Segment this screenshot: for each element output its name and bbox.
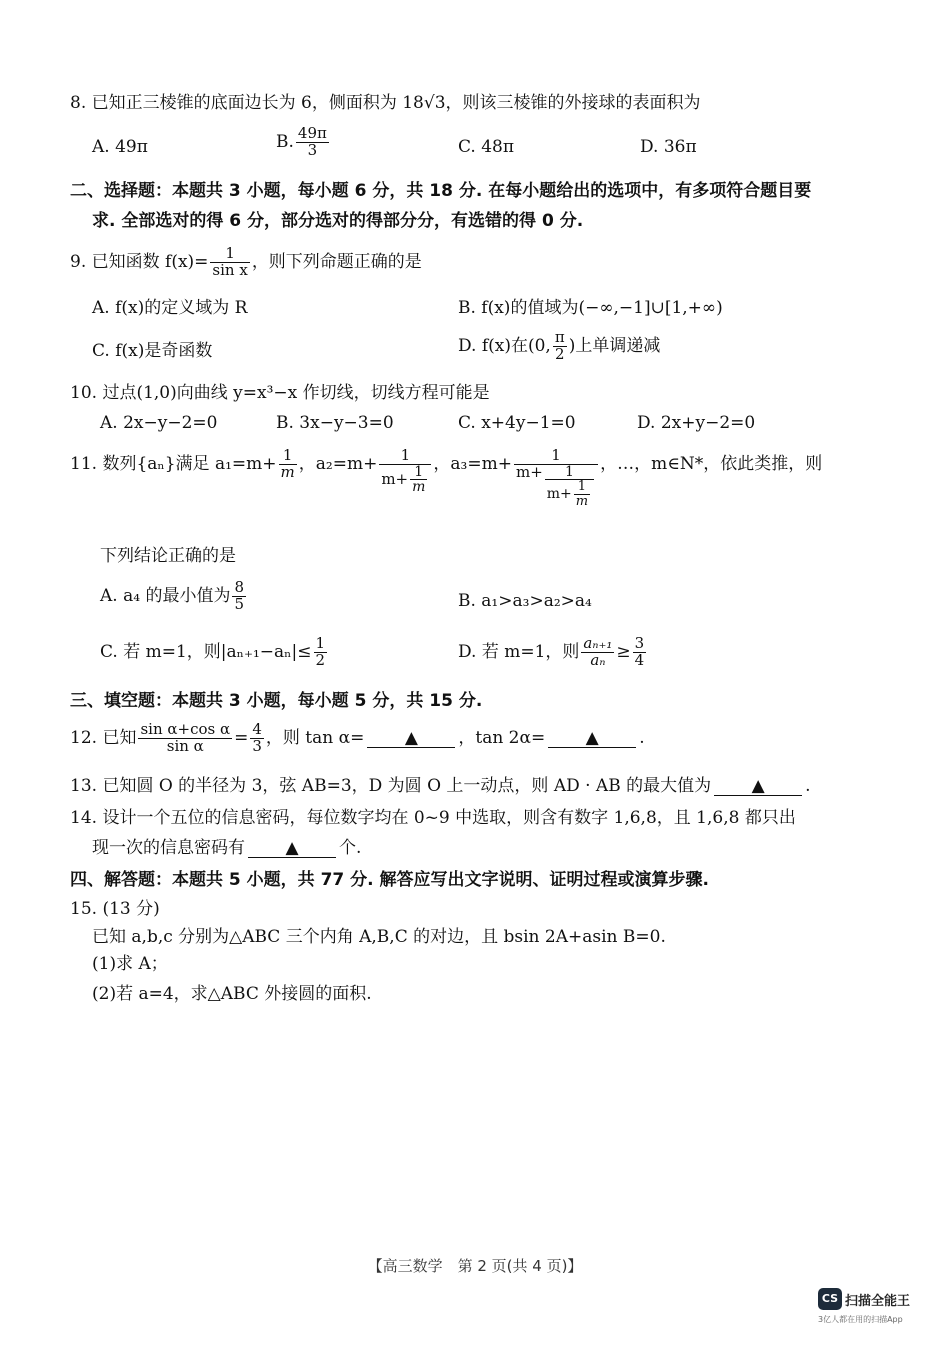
q11-a3-inner xyxy=(545,465,594,509)
scanner-name: 扫描全能王 xyxy=(845,1293,911,1309)
q9-d-pre: D. f(x)在(0, xyxy=(458,335,551,356)
q8-b-num: 49π xyxy=(297,124,327,142)
scanner-watermark xyxy=(818,1288,938,1324)
q8-option-d: D. 36π xyxy=(640,137,697,157)
q8-option-b-fraction xyxy=(296,126,329,159)
q9-stem xyxy=(70,246,422,279)
section4-line: 四、解答题：本题共 5 小题，共 77 分. 解答应写出文字说明、证明过程或演算步骤. xyxy=(70,870,709,890)
q13-blank[interactable]: ▲ xyxy=(714,777,802,796)
q12-blank-1[interactable]: ▲ xyxy=(367,729,455,748)
q11-a-num: 8 xyxy=(234,578,244,596)
q12-den: sin α xyxy=(166,736,204,755)
q11-a3-mplus: m+ xyxy=(515,462,543,481)
q8-option-c: C. 48π xyxy=(458,137,515,157)
q11-d-rnum: 3 xyxy=(634,634,645,652)
q11-a2-num: 1 xyxy=(379,448,431,465)
q14-line2 xyxy=(92,837,361,859)
q12-rden: 3 xyxy=(252,736,262,755)
q9-fraction xyxy=(210,246,249,279)
q11-tail: ，…，m∈N*，依此类推，则 xyxy=(600,453,823,474)
q14-blank[interactable]: ▲ xyxy=(248,839,336,858)
q12-rfraction xyxy=(250,722,264,755)
q11-a3-inner-mplus: m+ xyxy=(546,486,572,503)
q11-a-den: 5 xyxy=(234,594,244,613)
q12-rnum: 4 xyxy=(252,720,262,738)
q11-c-pre: C. 若 m=1，则|aₙ₊₁−aₙ|≤ xyxy=(100,641,312,662)
q11-a3-inner-den xyxy=(545,480,594,508)
q11-a2-inner xyxy=(410,465,427,495)
q14-line1: 14. 设计一个五位的信息密码，每位数字均在 0~9 中选取，则含有数字 1,6,8，且 1,6,8 都只出 xyxy=(70,808,796,828)
q12-fraction xyxy=(138,722,232,755)
q11-d-den: aₙ xyxy=(590,650,606,669)
q11-d-rfraction xyxy=(633,636,647,669)
scanner-logo: CS xyxy=(818,1288,842,1310)
q11-a3-inner2-den: m xyxy=(575,494,589,510)
q13-pre: 13. 已知圆 O 的半径为 3，弦 AB=3，D 为圆 O 上一动点，则 AD · AB 的最大值为 xyxy=(70,776,712,796)
q9-num: 1 xyxy=(210,246,249,263)
q8-stem: 8. 已知正三棱锥的底面边长为 6，侧面积为 18√3，则该三棱锥的外接球的表面积为 xyxy=(70,93,701,113)
scanner-tagline: 3亿人都在用的扫描App xyxy=(818,1315,903,1324)
q11-a2-den xyxy=(379,465,431,495)
q10-option-d: D. 2x+y−2=0 xyxy=(637,413,756,433)
q12-mid: ，则 tan α= xyxy=(265,727,365,748)
q8-b-den: 3 xyxy=(307,140,318,159)
q11-c-num: 1 xyxy=(315,634,326,652)
q11-option-b: B. a₁>a₃>a₂>a₄ xyxy=(458,591,592,611)
q8-option-b xyxy=(276,126,331,159)
q12-pre: 12. 已知 xyxy=(70,727,137,748)
q11-frac-a3 xyxy=(514,448,598,509)
q12-num: sin α+cos α xyxy=(140,720,231,738)
q11-a3-inner2-num: 1 xyxy=(574,480,590,495)
q13-line xyxy=(70,775,811,797)
q11-a3-num: 1 xyxy=(514,448,598,465)
q9-d-post: )上单调递减 xyxy=(568,335,661,356)
q11-a3-inner2 xyxy=(574,480,590,508)
q10-option-c: C. x+4y−1=0 xyxy=(458,413,576,433)
q9-d-den: 2 xyxy=(554,344,565,363)
q11-option-a xyxy=(100,580,248,613)
q11-d-fraction xyxy=(581,636,614,669)
q9-d-fraction xyxy=(553,330,567,363)
q9-option-b: B. f(x)的值域为(−∞,−1]∪[1,+∞) xyxy=(458,298,723,318)
q10-stem: 10. 过点(1,0)向曲线 y=x³−x 作切线，切线方程可能是 xyxy=(70,383,490,403)
q11-frac-a1 xyxy=(279,448,297,481)
q11-a-pre: A. a₄ 的最小值为 xyxy=(100,585,231,606)
q12-line xyxy=(70,722,645,755)
q9-stem-post: ，则下列命题正确的是 xyxy=(251,251,422,272)
q15-part2: (2)若 a=4，求△ABC 外接圆的面积. xyxy=(92,984,372,1004)
q8-option-a: A. 49π xyxy=(92,137,148,157)
q15-part1: (1)求 A； xyxy=(92,954,168,974)
q11-a2-inner-num: 1 xyxy=(410,465,427,481)
section3-line: 三、填空题：本题共 3 小题，每小题 5 分，共 15 分. xyxy=(70,691,483,711)
q12-blank-2[interactable]: ▲ xyxy=(548,729,636,748)
q9-option-c: C. f(x)是奇函数 xyxy=(92,341,213,361)
q11-line2: 下列结论正确的是 xyxy=(100,546,236,566)
q11-c-fraction xyxy=(314,636,328,669)
q11-stem-pre: 11. 数列{aₙ}满足 a₁=m+ xyxy=(70,453,277,474)
q11-stem xyxy=(70,448,822,509)
q9-option-a: A. f(x)的定义域为 R xyxy=(92,298,248,318)
q9-d-num: π xyxy=(554,328,565,346)
q9-option-d xyxy=(458,330,660,363)
section2-line1: 二、选择题：本题共 3 小题，每小题 6 分，共 18 分. 在每小题给出的选项中，有多项符合题目要 xyxy=(70,181,812,201)
q11-d-pre: D. 若 m=1，则 xyxy=(458,641,580,662)
q11-c-den: 2 xyxy=(315,650,326,669)
q11-a2-mplus: m+ xyxy=(381,469,409,488)
page-footer: 【高三数学 第 2 页(共 4 页)】 xyxy=(367,1257,583,1275)
q10-option-b: B. 3x−y−3=0 xyxy=(276,413,394,433)
q11-a3-pre: ，a₃=m+ xyxy=(433,453,512,474)
q9-den: sin x xyxy=(212,260,248,279)
q12-mid2: ，tan 2α= xyxy=(458,727,546,748)
q14-line2-post: 个. xyxy=(339,838,362,858)
q10-option-a: A. 2x−y−2=0 xyxy=(100,413,218,433)
q11-d-rden: 4 xyxy=(634,650,645,669)
q11-a2-pre: ，a₂=m+ xyxy=(298,453,378,474)
q11-a3-den xyxy=(514,462,598,510)
q11-frac-a2 xyxy=(379,448,431,495)
q9-stem-pre: 9. 已知函数 f(x)= xyxy=(70,251,209,272)
section2-line2: 求. 全部选对的得 6 分，部分选对的得部分分，有选错的得 0 分. xyxy=(92,211,584,231)
q12-eq: = xyxy=(234,727,249,748)
q13-end: . xyxy=(805,776,811,796)
q11-a1-num: 1 xyxy=(279,448,297,465)
q11-a-fraction xyxy=(232,580,246,613)
q11-a1-den: m xyxy=(280,462,295,481)
q15-head: 15. (13 分) xyxy=(70,899,160,919)
q14-line2-pre: 现一次的信息密码有 xyxy=(92,838,245,858)
q12-end: . xyxy=(639,727,645,748)
q11-d-num: aₙ₊₁ xyxy=(583,634,613,652)
q8-option-b-label: B. xyxy=(276,131,294,152)
q15-stem: 已知 a,b,c 分别为△ABC 三个内角 A,B,C 的对边，且 bsin 2A+asin B=0. xyxy=(92,927,666,947)
q11-option-c xyxy=(100,636,329,669)
q11-a2-inner-den: m xyxy=(412,479,426,496)
q11-d-mid: ≥ xyxy=(616,641,631,662)
q11-option-d xyxy=(458,636,648,669)
q11-a3-inner-num: 1 xyxy=(545,465,594,481)
